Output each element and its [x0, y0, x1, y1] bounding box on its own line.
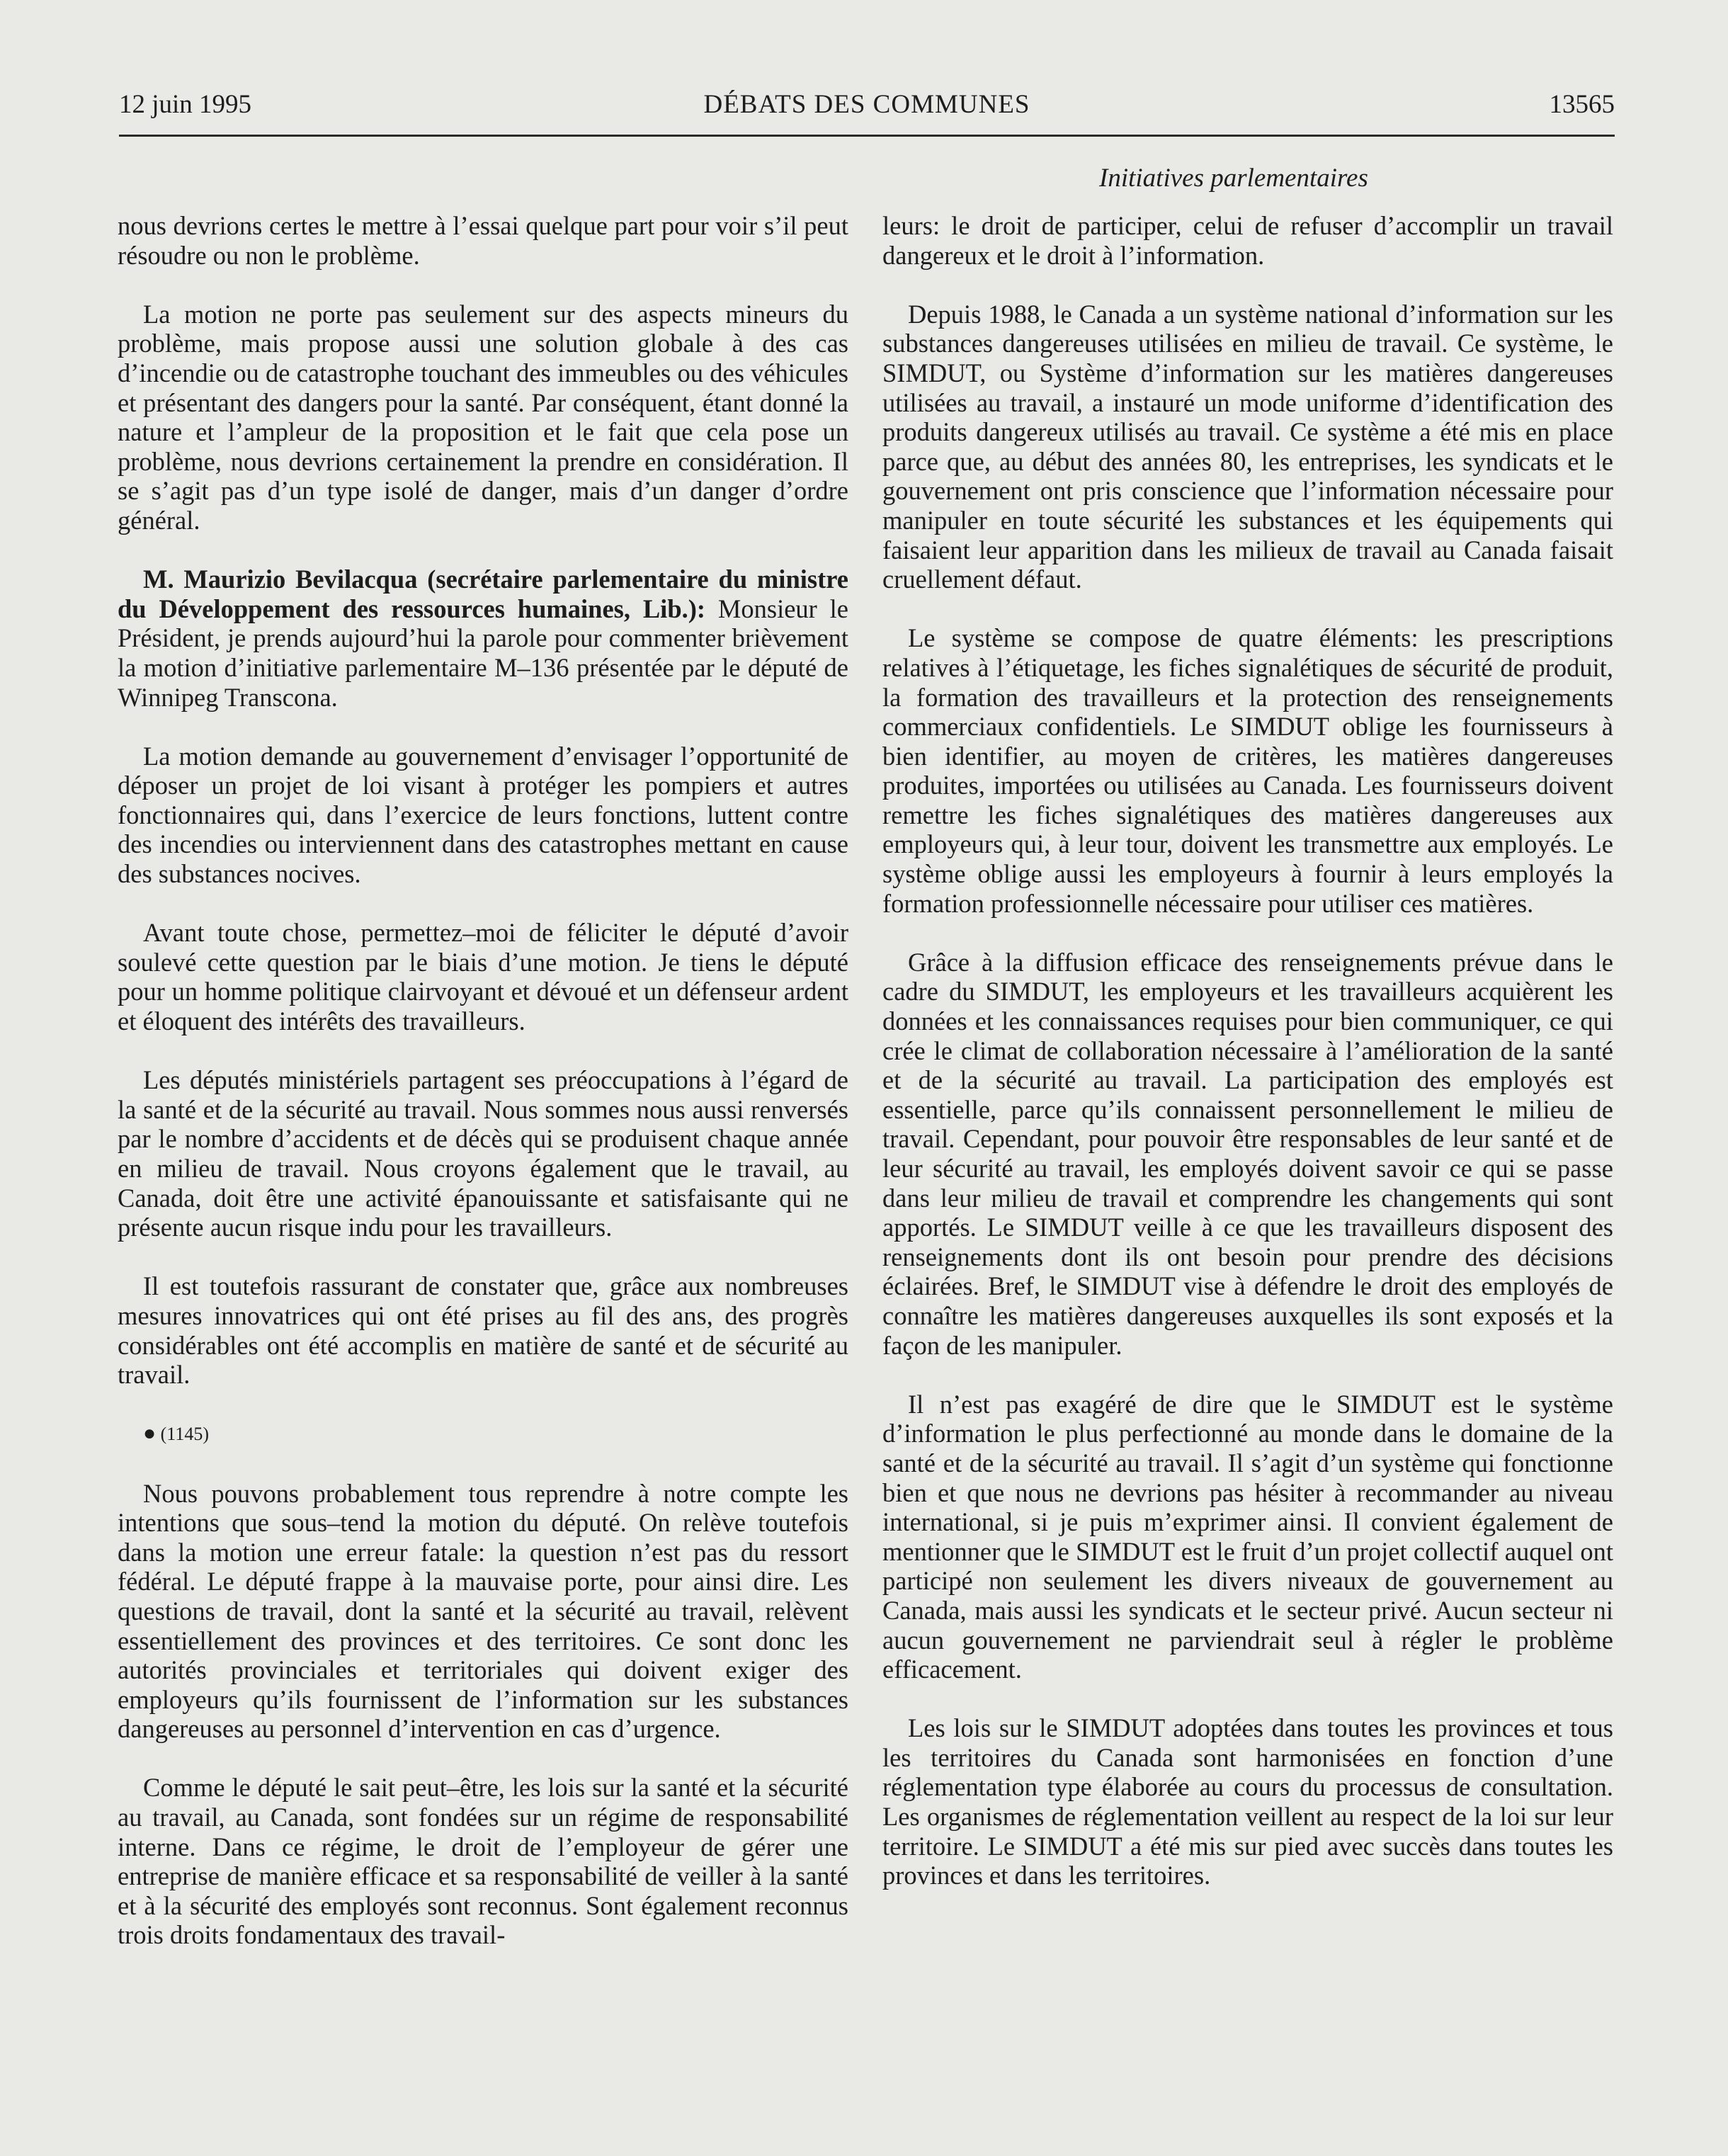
paragraph: Grâce à la diffusion efficace des renseignements prévue dans le cadre du SIMDUT, les employeurs et les travailleurs acquièrent les données et les connaissances requises pour bien communiquer, ce qui crée le climat de collaboration nécessaire à l’amélioration de la santé et de la sécurité au travail. La participation des employés est essentielle, parce qu’ils connaissent personnellement le milieu de travail. Cependant, pour pouvoir être responsables de leur santé et de leur sécurité au travail, les employés doivent savoir ce qui se passe dans leur milieu de travail et comprendre les changements qui sont apportés. Le SIMDUT veille à ce que les travailleurs disposent des renseignements dont ils ont besoin pour prendre des décisions éclairées. Bref, le SIMDUT vise à défendre le droit des employés de connaître les matières dangereuses auxquelles ils sont exposés et la façon de les manipuler. — [882, 947, 1613, 1360]
paragraph: leurs: le droit de participer, celui de refuser d’accomplir un travail dangereux et le droit à l’information. — [882, 211, 1613, 270]
left-column — [118, 211, 848, 1980]
paragraph: Nous pouvons probablement tous reprendre à notre compte les intentions que sous–tend la motion du député. On relève toutefois dans la motion une erreur fatale: la question n’est pas du ressort fédéral. Le député frappe à la mauvaise porte, pour ainsi dire. Les questions de travail, dont la santé et la sécurité au travail, relèvent essentiellement des provinces et des territoires. Ce sont donc les autorités provinciales et territoriales qui doivent exiger des employeurs qu’ils fournissent de l’information sur les substances dangereuses au personnel d’intervention en cas d’urgence. — [118, 1478, 848, 1744]
paragraph: Les députés ministériels partagent ses préoccupations à l’égard de la santé et de la sécurité au travail. Nous sommes nous aussi renversés par le nombre d’accidents et de décès qui se produisent chaque année en milieu de travail. Nous croyons également que le travail, au Canada, doit être une activité épanouissante et satisfaisante qui ne présente aucun risque indu pour les travailleurs. — [118, 1065, 848, 1242]
bullet-icon: ● — [143, 1422, 157, 1446]
time-marker-label: (1145) — [160, 1424, 209, 1445]
paragraph: Les lois sur le SIMDUT adoptées dans toutes les provinces et tous les territoires du Canada sont harmonisées en fonction d’une réglementation type élaborée au cours du processus de consultation. Les organismes de réglementation veillent au respect de la loi sur leur territoire. Le SIMDUT a été mis sur pied avec succès dans toutes les provinces et dans les territoires. — [882, 1713, 1613, 1890]
paragraph: nous devrions certes le mettre à l’essai quelque part pour voir s’il peut résoudre ou non le problème. — [118, 211, 848, 270]
header-date: 12 juin 1995 — [119, 90, 252, 119]
paragraph: La motion ne porte pas seulement sur des aspects mineurs du problème, mais propose aussi une solution globale à des cas d’incendie ou de catastrophe touchant des immeubles ou des véhicules et présentant des dangers pour la santé. Par conséquent, étant donné la nature et l’ampleur de la proposition et le fait que cela pose un problème, nous devrions certainement la prendre en considération. Il se s’agit pas d’un type isolé de danger, mais d’un danger d’ordre général. — [118, 299, 848, 535]
speaker-paragraph — [118, 564, 848, 712]
paragraph: Depuis 1988, le Canada a un système national d’information sur les substances dangereuses utilisées en milieu de travail. Ce système, le SIMDUT, ou Système d’information sur les matières dangereuses utilisées au travail, a instauré un mode uniforme d’identification des produits dangereux utilisés au travail. Ce système a été mis en place parce que, au début des années 80, les entreprises, les syndicats et le gouvernement ont pris conscience que l’information nécessaire pour manipuler en toute sécurité les substances et les équipements qui faisaient leur apparition dans les milieux de travail au Canada faisait cruellement défaut. — [882, 299, 1613, 594]
paragraph: Le système se compose de quatre éléments: les prescriptions relatives à l’étiquetage, les fiches signalétiques de sécurité de produit, la formation des travailleurs et la protection des renseignements commerciaux confidentiels. Le SIMDUT oblige les fournisseurs à bien identifier, au moyen de critères, les matières dangereuses produites, importées ou utilisées au Canada. Les fournisseurs doivent remettre les fiches signalétiques des matières dangereuses aux employeurs qui, à leur tour, doivent les transmettre aux employés. Le système oblige aussi les employeurs à fournir à leurs employés la formation professionnelle nécessaire pour utiliser ces matières. — [882, 623, 1613, 918]
speaker-name: M. Maurizio Bevilacqua (secrétaire parlementaire du ministre du Développement des ressources humaines, Lib.): — [118, 564, 848, 623]
header-journal-title: DÉBATS DES COMMUNES — [703, 90, 1030, 119]
running-header — [119, 84, 1615, 137]
section-title: Initiatives parlementaires — [1099, 164, 1368, 193]
time-marker — [118, 1419, 848, 1449]
paragraph: La motion demande au gouvernement d’envisager l’opportunité de déposer un projet de loi visant à protéger les pompiers et autres fonctionnaires qui, dans l’exercice de leurs fonctions, luttent contre des incendies ou interviennent dans des catastrophes mettant en cause des substances nocives. — [118, 741, 848, 889]
paragraph: Il est toutefois rassurant de constater que, grâce aux nombreuses mesures innovatrices qui ont été prises au fil des ans, des progrès considérables ont été accomplis en matière de santé et de sécurité au travail. — [118, 1271, 848, 1390]
right-column — [882, 211, 1613, 1919]
paragraph: Il n’est pas exagéré de dire que le SIMDUT est le système d’information le plus perfectionné au monde dans le domaine de la santé et de la sécurité au travail. Il s’agit d’un système qui fonctionne bien et que nous ne devrions pas hésiter à recommander au niveau international, si je puis m’exprimer ainsi. Il convient également de mentionner que le SIMDUT est le fruit d’un projet collectif auquel ont participé non seulement les divers niveaux de gouvernement au Canada, mais aussi les syndicats et le secteur privé. Aucun secteur ni aucun gouvernement ne parviendrait seul à régler le problème efficacement. — [882, 1389, 1613, 1684]
speaker-text: Monsieur le Président, je prends aujourd’hui la parole pour commenter brièvement la motion d’initiative parlementaire M–136 présentée par le député de Winnipeg Transcona. — [118, 594, 848, 712]
paragraph: Comme le député le sait peut–être, les lois sur la santé et la sécurité au travail, au Canada, sont fondées sur un régime de responsabilité interne. Dans ce régime, le droit de l’employeur de gérer une entreprise de manière efficace et sa responsabilité de veiller à la santé et à la sécurité des employés sont reconnus. Sont également reconnus trois droits fondamentaux des travail- — [118, 1773, 848, 1950]
header-page-number: 13565 — [1549, 90, 1615, 119]
paragraph: Avant toute chose, permettez–moi de féliciter le député d’avoir soulevé cette question par le biais d’une motion. Je tiens le député pour un homme politique clairvoyant et dévoué et un défenseur ardent et éloquent des intérêts des travailleurs. — [118, 918, 848, 1036]
